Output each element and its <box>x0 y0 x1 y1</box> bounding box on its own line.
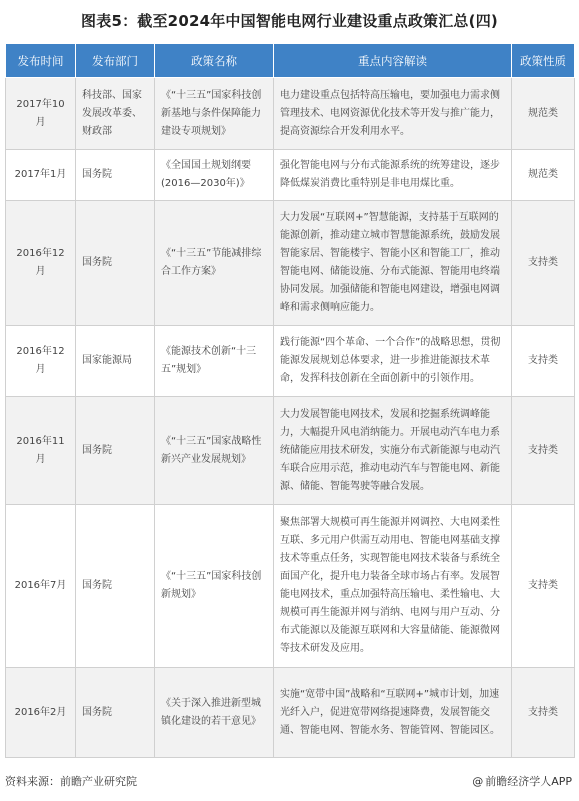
cell-name: 《全国国土规划纲要(2016—2030年)》 <box>155 150 274 201</box>
cell-content: 实施“宽带中国”战略和“互联网+”城市计划，加速光纤入户，促进宽带网络提速降费，发展智能交通、智能电网、智能水务、智能管网、智能园区。 <box>274 668 512 758</box>
cell-name: 《“十三五”国家科技创新规划》 <box>155 505 274 668</box>
cell-time: 2016年12月 <box>6 201 76 326</box>
cell-content: 践行能源“四个革命、一个合作”的战略思想，贯彻能源发展规划总体要求，进一步推进能源技术革命，发挥科技创新在全面创新中的引领作用。 <box>274 326 512 397</box>
cell-content: 强化智能电网与分布式能源系统的统筹建设，逐步降低煤炭消费比重特别是非电用煤比重。 <box>274 150 512 201</box>
cell-type: 支持类 <box>512 668 575 758</box>
cell-time: 2016年7月 <box>6 505 76 668</box>
header-content: 重点内容解读 <box>274 44 512 78</box>
cell-type: 支持类 <box>512 326 575 397</box>
header-name: 政策名称 <box>155 44 274 78</box>
table-row <box>6 668 575 758</box>
cell-time: 2016年11月 <box>6 397 76 505</box>
cell-dept: 国务院 <box>76 150 155 201</box>
page-title: 图表5：截至2024年中国智能电网行业建设重点政策汇总(四) <box>81 12 498 30</box>
cell-name: 《“十三五”国家战略性新兴产业发展规划》 <box>155 397 274 505</box>
cell-content: 大力发展“互联网+”智慧能源，支持基于互联网的能源创新，推动建立城市智慧能源系统，鼓励发展智能家居、智能楼宇、智能小区和智能工厂，推动智能电网、储能设施、分布式能源、智能用电终端协同发展。加强储能和智能电网建设，增强电网调峰和需求侧响应能力。 <box>274 201 512 326</box>
cell-name: 《“十三五”节能减排综合工作方案》 <box>155 201 274 326</box>
cell-name: 《能源技术创新“十三五”规划》 <box>155 326 274 397</box>
cell-dept: 科技部、国家发展改革委、财政部 <box>76 78 155 150</box>
at-icon: @ <box>472 775 484 788</box>
cell-type: 规范类 <box>512 150 575 201</box>
header-time: 发布时间 <box>6 44 76 78</box>
cell-type: 支持类 <box>512 397 575 505</box>
cell-time: 2016年2月 <box>6 668 76 758</box>
cell-name: 《关于深入推进新型城镇化建设的若干意见》 <box>155 668 274 758</box>
brand-credit <box>472 771 572 793</box>
cell-time: 2016年12月 <box>6 326 76 397</box>
header-dept: 发布部门 <box>76 44 155 78</box>
table-row <box>6 150 575 201</box>
cell-content: 电力建设重点包括特高压输电，要加强电力需求侧管理技术、电网资源优化技术等开发与推广能力，提高资源综合开发利用水平。 <box>274 78 512 150</box>
cell-content: 聚焦部署大规模可再生能源并网调控、大电网柔性互联、多元用户供需互动用电、智能电网基础支撑技术等重点任务，实现智能电网技术装备与系统全面国产化，提升电力装备全球市场占有率。发展智能电网技术，重点加强特高压输电、柔性输电、大规模可再生能源并网与消纳、电网与用户互动、分布式能源以及能源互联网和大容量储能、能源微网等技术研发及应用。 <box>274 505 512 668</box>
cell-type: 规范类 <box>512 78 575 150</box>
header-type: 政策性质 <box>512 44 575 78</box>
cell-content: 大力发展智能电网技术，发展和挖掘系统调峰能力，大幅提升风电消纳能力。开展电动汽车电力系统储能应用技术研发，实施分布式新能源与电动汽车联合应用示范，推动电动汽车与智能电网、新能源、储能、智能驾驶等融合发展。 <box>274 397 512 505</box>
brand-label: 前瞻经济学人APP <box>485 775 572 788</box>
table-row <box>6 397 575 505</box>
cell-time: 2017年1月 <box>6 150 76 201</box>
table-row <box>6 78 575 150</box>
cell-dept: 国务院 <box>76 201 155 326</box>
cell-dept: 国务院 <box>76 505 155 668</box>
cell-dept: 国务院 <box>76 397 155 505</box>
cell-type: 支持类 <box>512 201 575 326</box>
table-row <box>6 201 575 326</box>
source-note: 资料来源：前瞻产业研究院 <box>5 775 137 788</box>
cell-time: 2017年10月 <box>6 78 76 150</box>
policy-table <box>5 43 575 758</box>
cell-dept: 国家能源局 <box>76 326 155 397</box>
table-header-row <box>6 44 575 78</box>
cell-name: 《“十三五”国家科技创新基地与条件保障能力建设专项规划》 <box>155 78 274 150</box>
table-row <box>6 505 575 668</box>
table-row <box>6 326 575 397</box>
cell-dept: 国务院 <box>76 668 155 758</box>
cell-type: 支持类 <box>512 505 575 668</box>
footer <box>5 771 572 793</box>
